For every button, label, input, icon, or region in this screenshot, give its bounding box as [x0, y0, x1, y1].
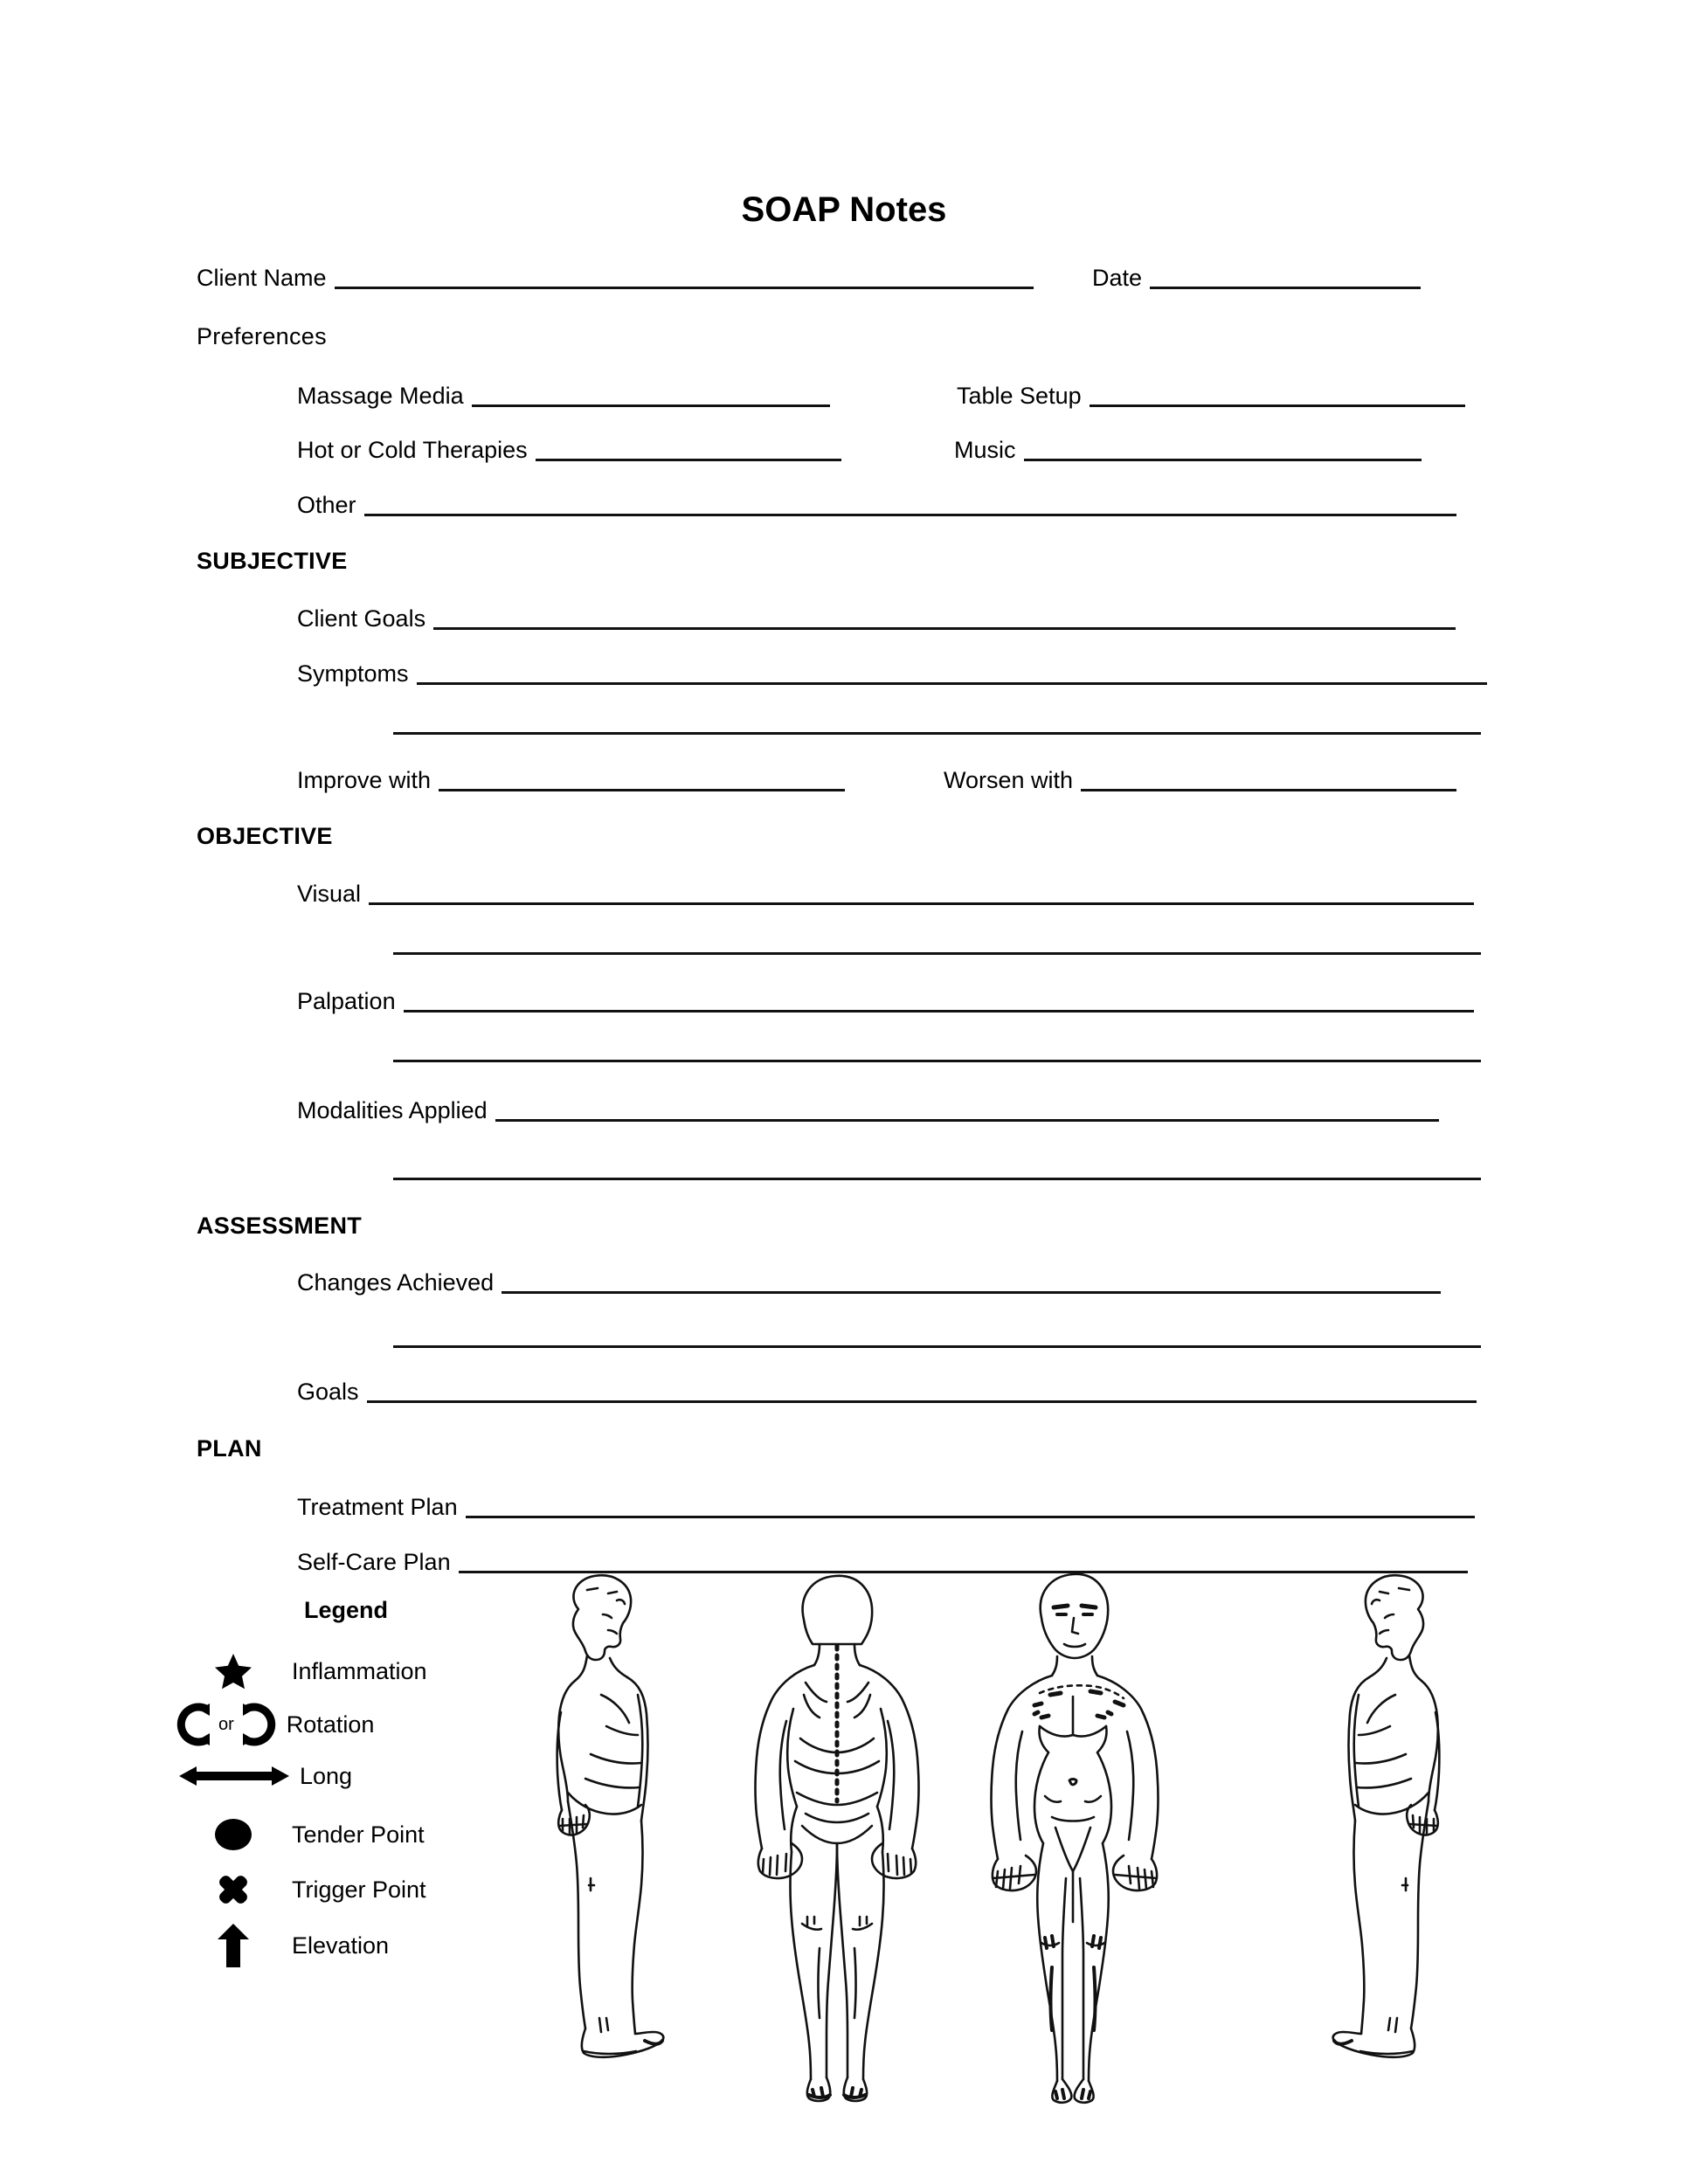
- client-name-row: [197, 266, 1034, 290]
- worsen-with-label: Worsen with: [944, 767, 1074, 793]
- client-goals-label: Client Goals: [297, 605, 426, 632]
- star-icon: [194, 1651, 273, 1691]
- legend-item-elevation: [194, 1924, 389, 1967]
- rotation-arrow-right-icon: [238, 1702, 278, 1747]
- legend-item-tender-point: [194, 1815, 425, 1854]
- rotation-arrow-left-icon: [175, 1702, 215, 1747]
- improve-with-label: Improve with: [297, 767, 432, 793]
- section-heading-plan: PLAN: [197, 1435, 262, 1462]
- palpation-input[interactable]: [404, 1010, 1474, 1013]
- self-care-plan-label: Self-Care Plan: [297, 1549, 451, 1575]
- body-chart-figures[interactable]: [515, 1564, 1477, 2105]
- visual-row: [297, 882, 1474, 906]
- figure-anterior: [992, 1574, 1159, 2103]
- changes-achieved-row: [297, 1271, 1441, 1295]
- legend-item-inflammation: [194, 1651, 427, 1691]
- figure-posterior: [756, 1576, 919, 2101]
- section-heading-subjective: SUBJECTIVE: [197, 548, 348, 574]
- date-row: [1092, 266, 1421, 290]
- legend-label-elevation: Elevation: [292, 1932, 390, 1959]
- other-input[interactable]: [364, 514, 1456, 516]
- changes-achieved-input[interactable]: [502, 1291, 1441, 1294]
- modalities-applied-input-line-2[interactable]: [393, 1178, 1481, 1180]
- music-row: [954, 439, 1422, 462]
- hot-cold-therapies-input[interactable]: [536, 459, 841, 461]
- improve-with-row: [297, 769, 845, 792]
- hot-cold-therapies-row: [297, 439, 841, 462]
- filled-circle-icon: [194, 1815, 273, 1854]
- music-label: Music: [954, 437, 1016, 463]
- changes-achieved-input-line-2[interactable]: [393, 1345, 1481, 1348]
- legend-label-rotation: Rotation: [286, 1711, 375, 1738]
- section-heading-objective: OBJECTIVE: [197, 823, 333, 849]
- symptoms-input-line-2[interactable]: [393, 732, 1481, 735]
- legend-or-text: or: [218, 1714, 234, 1734]
- table-setup-label: Table Setup: [957, 383, 1082, 409]
- palpation-input-line-2[interactable]: [393, 1060, 1481, 1062]
- goals-row: [297, 1380, 1477, 1404]
- massage-media-input[interactable]: [472, 404, 830, 407]
- modalities-applied-row: [297, 1099, 1439, 1123]
- x-cross-icon: [194, 1870, 273, 1910]
- massage-media-row: [297, 384, 830, 408]
- improve-with-input[interactable]: [439, 789, 845, 791]
- page-title: SOAP Notes: [741, 190, 947, 229]
- table-setup-row: [957, 384, 1465, 408]
- legend-label-trigger-point: Trigger Point: [292, 1876, 426, 1903]
- date-label: Date: [1092, 265, 1143, 291]
- legend-item-rotation: [175, 1702, 374, 1747]
- client-name-input[interactable]: [335, 287, 1034, 289]
- legend-title: Legend: [304, 1597, 389, 1623]
- visual-input-line-2[interactable]: [393, 952, 1481, 955]
- date-input[interactable]: [1150, 287, 1421, 289]
- other-row: [297, 494, 1456, 517]
- treatment-plan-row: [297, 1496, 1475, 1519]
- figure-left-lateral: [557, 1575, 664, 2057]
- up-arrow-icon: [194, 1924, 273, 1967]
- other-label: Other: [297, 492, 356, 518]
- symptoms-input[interactable]: [417, 682, 1487, 685]
- symptoms-row: [297, 662, 1487, 686]
- legend-label-tender-point: Tender Point: [292, 1821, 425, 1848]
- client-goals-input[interactable]: [433, 627, 1456, 630]
- palpation-label: Palpation: [297, 988, 396, 1014]
- visual-input[interactable]: [369, 902, 1474, 905]
- client-goals-row: [297, 607, 1456, 631]
- legend-item-trigger-point: [194, 1870, 426, 1910]
- visual-label: Visual: [297, 881, 362, 907]
- double-arrow-icon: [179, 1763, 289, 1789]
- section-heading-assessment: ASSESSMENT: [197, 1213, 363, 1239]
- changes-achieved-label: Changes Achieved: [297, 1269, 495, 1296]
- worsen-with-input[interactable]: [1081, 789, 1456, 791]
- treatment-plan-label: Treatment Plan: [297, 1494, 458, 1520]
- music-input[interactable]: [1024, 459, 1422, 461]
- goals-label: Goals: [297, 1379, 359, 1405]
- treatment-plan-input[interactable]: [466, 1516, 1475, 1518]
- goals-input[interactable]: [367, 1400, 1477, 1403]
- worsen-with-row: [944, 769, 1456, 792]
- symptoms-label: Symptoms: [297, 660, 409, 687]
- massage-media-label: Massage Media: [297, 383, 464, 409]
- palpation-row: [297, 990, 1474, 1013]
- legend-label-long: Long: [300, 1762, 353, 1789]
- legend-item-long: [179, 1763, 352, 1789]
- table-setup-input[interactable]: [1090, 404, 1465, 407]
- legend-label-inflammation: Inflammation: [292, 1657, 427, 1684]
- figure-right-lateral: [1333, 1575, 1440, 2057]
- client-name-label: Client Name: [197, 265, 327, 291]
- preferences-heading: Preferences: [197, 323, 327, 349]
- hot-cold-therapies-label: Hot or Cold Therapies: [297, 437, 528, 463]
- modalities-applied-input[interactable]: [495, 1119, 1439, 1122]
- modalities-applied-label: Modalities Applied: [297, 1097, 488, 1123]
